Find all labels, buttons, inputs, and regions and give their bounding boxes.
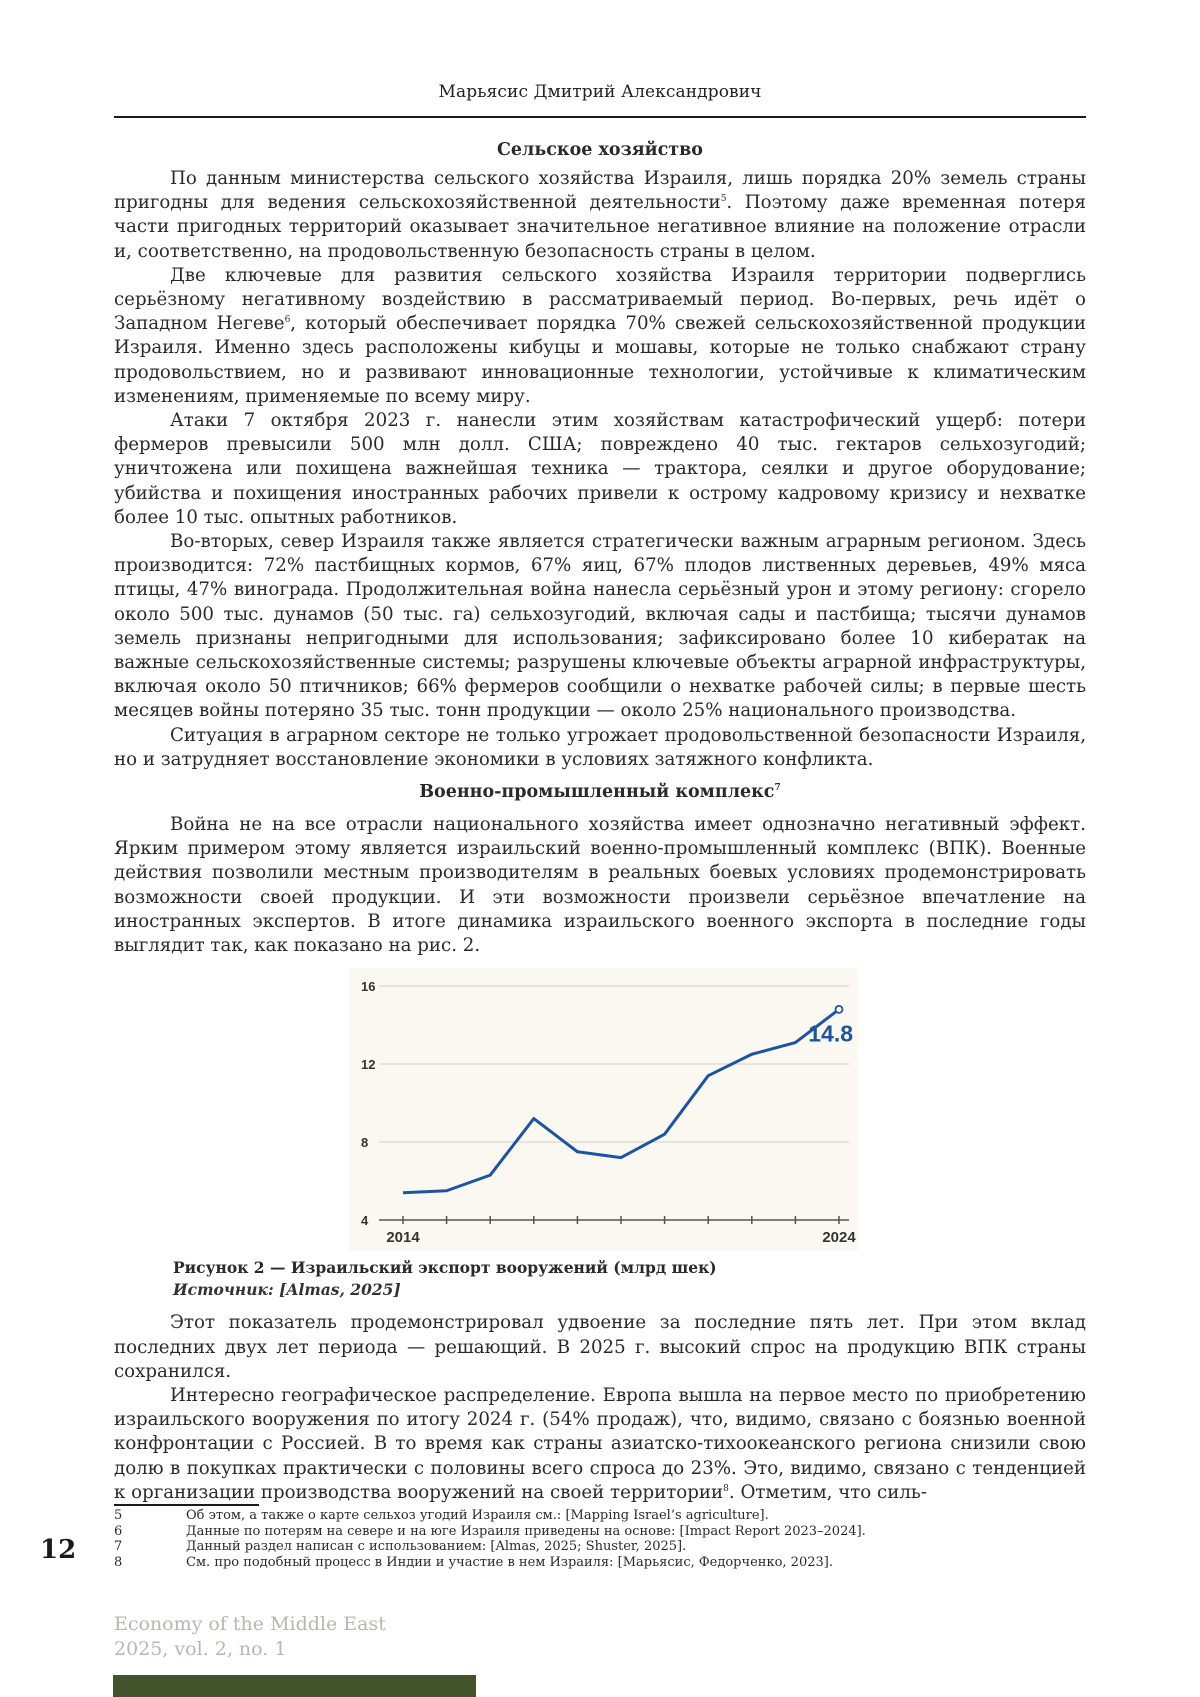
footnote-item bbox=[114, 1539, 1014, 1555]
paragraph: Интересно географическое распределение. Европа вышла на первое место по приобретению израильского вооружения по итогу 2024 г. (54% продаж), что, видимо, связано с боязнью военной конфронтации с Россией. В то время как страны азиатско-тихоокеанского региона снизили свою долю в покупках практически с половины всего спроса до 23%. Это, видимо, связано с тенденцией к организации производства вооружений на своей территории$^8$. Отметим, что силь- bbox=[114, 1384, 1086, 1503]
agriculture-paragraphs bbox=[114, 167, 1086, 772]
footnote-rule bbox=[114, 1504, 259, 1506]
footnote-item bbox=[114, 1508, 1014, 1524]
footnote-text: Данные по потерям на севере и на юге Израиля приведены на основе: [Impact Report 2023–2024]. bbox=[186, 1523, 866, 1539]
data-point bbox=[836, 1006, 843, 1013]
page-number: 12 bbox=[40, 1535, 77, 1565]
footnote-item bbox=[114, 1555, 1014, 1571]
journal-accent-bar bbox=[113, 1675, 476, 1697]
figure-title: Рисунок 2 — Израильский экспорт вооружений (млрд шек) bbox=[173, 1258, 717, 1278]
footnote-number: 6 bbox=[114, 1523, 123, 1539]
footnote-ref[interactable]: 8 bbox=[723, 1483, 729, 1494]
paragraph: По данным министерства сельского хозяйства Израиля, лишь порядка 20% земель страны пригодны для ведения сельскохозяйственной деятельности$^5$. Поэтому даже временная потеря части пригодных территорий оказывает значительное негативное влияние на положение отрасли и, соответственно, на продовольственную безопасность страны в целом. bbox=[114, 168, 1086, 262]
figure-caption bbox=[173, 1257, 1086, 1301]
footnote-text: Об этом, а также о карте сельхоз угодий Израиля см.: [Mapping Israel’s agriculture]. bbox=[186, 1508, 769, 1523]
figure-2 bbox=[114, 968, 1086, 1251]
military-paragraphs bbox=[114, 1311, 1086, 1505]
x-tick-label: 2024 bbox=[822, 1229, 856, 1247]
paragraph: Две ключевые для развития сельского хозяйства Израиля территории подверглись серьёзному негативному воздействию в рассматриваемый период. Во-первых, речь идёт о Западном Негеве$^6$, который обеспечивает порядка 70% свежей сельскохозяйственной продукции Израиля. Именно здесь расположены кибуцы и мошавы, которые не только снабжают страну продовольствием, но и развивают инновационные технологии, устойчивые к климатическим изменениям, применяемые по всему миру. bbox=[114, 264, 1086, 407]
section-heading-agriculture: Сельское хозяйство bbox=[497, 140, 703, 160]
line-chart bbox=[349, 968, 858, 1251]
x-tick-label: 2014 bbox=[386, 1229, 420, 1247]
footnote-number: 7 bbox=[114, 1539, 123, 1554]
series-line bbox=[403, 1010, 839, 1193]
y-tick-label: 12 bbox=[361, 1057, 376, 1073]
paragraph: Война не на все отрасли национального хозяйства имеет однозначно негативный эффект. Ярким примером этому является израильский военно-промышленный комплекс (ВПК). Военные действия позволили местным производителям в реальных боевых условиях продемонстрировать возможности своей продукции. И эти возможности произвели серьёзное впечатление на иностранных экспертов. В итоге динамика израильского военного экспорта в последние годы выглядит так, как показано на рис. 2. bbox=[114, 814, 1086, 957]
footnote-number: 8 bbox=[114, 1554, 123, 1570]
running-head-author: Марьясис Дмитрий Александрович bbox=[438, 82, 762, 102]
heading-text: Военно-промышленный комплекс bbox=[419, 782, 775, 803]
chart-container bbox=[349, 968, 858, 1251]
footnote-item bbox=[114, 1524, 1014, 1540]
footnote-number: 5 bbox=[114, 1508, 123, 1523]
footnote-ref[interactable]: 7 bbox=[774, 783, 781, 794]
y-tick-label: 4 bbox=[361, 1213, 369, 1229]
journal-info bbox=[114, 1612, 386, 1662]
figure-source: Источник: [Almas, 2025] bbox=[173, 1280, 401, 1300]
paragraph: Этот показатель продемонстрировал удвоение за последние пять лет. При этом вклад последних двух лет периода — решающий. В 2025 г. высокий спрос на продукцию ВПК страны сохранился. bbox=[114, 1312, 1086, 1382]
journal-issue: 2025, vol. 2, no. 1 bbox=[114, 1638, 287, 1660]
paragraph: Во-вторых, север Израиля также является стратегически важным аграрным регионом. Здесь производится: 72% пастбищных кормов, 67% яиц, 67% плодов лиственных деревьев, 49% мяса птицы, 47% винограда. Продолжительная война нанесла серьёзный урон и этому региону: сгорело около 500 тыс. дунамов (50 тыс. га) сельхозугодий, включая сады и пастбища; тысячи дунамов земель признаны непригодными для использования; зафиксировано более 10 кибератак на важные сельскохозяйственные системы; разрушены ключевые объекты аграрной инфраструктуры, включая около 50 птичников; 66% фермеров сообщили о нехватке рабочей силы; в первые шесть месяцев войны потеряно 35 тыс. тонн продукции — около 25% национального производства. bbox=[114, 531, 1086, 722]
y-tick-label: 8 bbox=[361, 1135, 369, 1151]
paragraph: Атаки 7 октября 2023 г. нанесли этим хозяйствам катастрофический ущерб: потери фермеров превысили 500 млн долл. США; повреждено 40 тыс. гектаров сельхозугодий; уничтожена или похищена важнейшая техника — трактора, сеялки и другое оборудование; убийства и похищения иностранных рабочих привели к острому кадровому кризису и нехватке более 10 тыс. опытных работников. bbox=[114, 410, 1086, 528]
data-label: 14.8 bbox=[808, 1020, 853, 1047]
header-rule bbox=[114, 116, 1086, 118]
footnote-ref[interactable]: 6 bbox=[284, 315, 291, 326]
footnote-ref[interactable]: 5 bbox=[720, 194, 727, 205]
paragraph: Ситуация в аграрном секторе не только угрожает продовольственной безопасности Израиля, но и затрудняет восстановление экономики в условиях затяжного конфликта. bbox=[114, 724, 1086, 770]
y-tick-label: 16 bbox=[361, 979, 376, 995]
journal-name: Economy of the Middle East bbox=[114, 1613, 386, 1635]
article-body bbox=[114, 138, 1086, 1505]
footnote-text: См. про подобный процесс в Индии и участие в нем Израиля: [Марьясис, Федорченко, 2023]. bbox=[186, 1554, 833, 1570]
section-heading-military-industry bbox=[114, 780, 1086, 804]
footnote-text: Данный раздел написан с использованием: [Almas, 2025; Shuster, 2025]. bbox=[186, 1539, 687, 1554]
footnotes bbox=[114, 1508, 1014, 1570]
